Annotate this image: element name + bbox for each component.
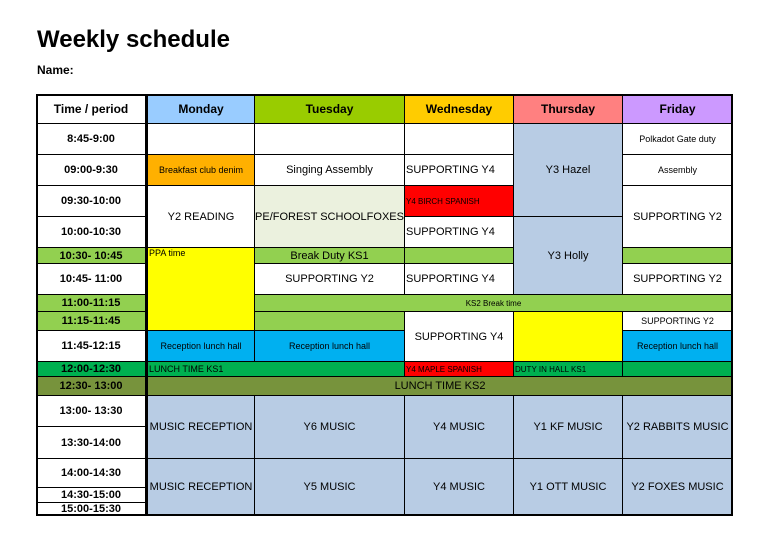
lunch-time-ks1: LUNCH TIME KS1 <box>145 361 405 377</box>
thursday-music-1: Y1 KF MUSIC <box>513 395 623 459</box>
time-cell: 11:00-11:15 <box>36 294 146 312</box>
time-cell: 09:00-9:30 <box>36 154 146 186</box>
time-cell: 11:15-11:45 <box>36 311 146 331</box>
monday-music-2: MUSIC RECEPTION <box>145 458 255 516</box>
time-cell: 12:30- 13:00 <box>36 376 146 396</box>
lunch-time-ks2: LUNCH TIME KS2 <box>145 376 733 396</box>
thursday-yellow <box>513 311 623 362</box>
tuesday-green <box>254 311 405 331</box>
header-time: Time / period <box>36 94 146 124</box>
friday-supporting-y2: SUPPORTING Y2 <box>622 185 733 248</box>
name-label: Name: <box>37 63 74 77</box>
friday-music-2: Y2 FOXES MUSIC <box>622 458 733 516</box>
wednesday-supporting-y4: SUPPORTING Y4 <box>404 311 514 362</box>
ks2-break-time: KS2 Break time <box>254 294 733 312</box>
tuesday-empty <box>254 123 405 155</box>
friday-supporting-y2: SUPPORTING Y2 <box>622 311 733 331</box>
thursday-duty-hall: DUTY IN HALL KS1 <box>513 361 623 377</box>
thursday-y3-holly: Y3 Holly <box>513 216 623 295</box>
tuesday-break-duty: Break Duty KS1 <box>254 247 405 264</box>
thursday-music-2: Y1 OTT MUSIC <box>513 458 623 516</box>
wednesday-music-1: Y4 MUSIC <box>404 395 514 459</box>
time-cell: 10:30- 10:45 <box>36 247 146 264</box>
friday-supporting-y2: SUPPORTING Y2 <box>622 263 733 295</box>
wednesday-music-2: Y4 MUSIC <box>404 458 514 516</box>
wednesday-supporting-y4: SUPPORTING Y4 <box>404 154 514 186</box>
wednesday-empty <box>404 123 514 155</box>
wednesday-green <box>404 247 514 264</box>
header-friday: Friday <box>622 94 733 124</box>
tuesday-singing: Singing Assembly <box>254 154 405 186</box>
tuesday-reception: Reception lunch hall <box>254 330 405 362</box>
time-cell: 14:00-14:30 <box>36 458 146 488</box>
time-cell: 12:00-12:30 <box>36 361 146 377</box>
friday-assembly: Assembly <box>622 154 733 186</box>
wednesday-maple-spanish: Y4 MAPLE SPANISH <box>404 361 514 377</box>
monday-y2-reading: Y2 READING <box>145 185 255 248</box>
time-cell: 14:30-15:00 <box>36 487 146 503</box>
tuesday-music-2: Y5 MUSIC <box>254 458 405 516</box>
tuesday-music-1: Y6 MUSIC <box>254 395 405 459</box>
monday-music-1: MUSIC RECEPTION <box>145 395 255 459</box>
header-wednesday: Wednesday <box>404 94 514 124</box>
monday-reception: Reception lunch hall <box>145 330 255 362</box>
header-tuesday: Tuesday <box>254 94 405 124</box>
time-cell: 09:30-10:00 <box>36 185 146 217</box>
tuesday-supporting-y2: SUPPORTING Y2 <box>254 263 405 295</box>
tuesday-pe-forest: PE/FOREST SCHOOLFOXES <box>254 185 405 248</box>
time-cell: 10:45- 11:00 <box>36 263 146 295</box>
monday-breakfast: Breakfast club denim <box>145 154 255 186</box>
wednesday-supporting-y4: SUPPORTING Y4 <box>404 263 514 295</box>
wednesday-birch-spanish: Y4 BIRCH SPANISH <box>404 185 514 217</box>
monday-empty <box>145 123 255 155</box>
thursday-y3-hazel: Y3 Hazel <box>513 123 623 217</box>
time-cell: 10:00-10:30 <box>36 216 146 248</box>
page-title: Weekly schedule <box>37 26 230 53</box>
friday-music-1: Y2 RABBITS MUSIC <box>622 395 733 459</box>
time-cell: 13:30-14:00 <box>36 426 146 459</box>
friday-lunch-green <box>622 361 733 377</box>
wednesday-supporting-y4: SUPPORTING Y4 <box>404 216 514 248</box>
time-cell: 13:00- 13:30 <box>36 395 146 427</box>
time-cell: 11:45-12:15 <box>36 330 146 362</box>
time-cell: 15:00-15:30 <box>36 502 146 516</box>
monday-ppa: PPA time <box>145 247 255 331</box>
friday-polkadot: Polkadot Gate duty <box>622 123 733 155</box>
header-monday: Monday <box>145 94 255 124</box>
friday-reception: Reception lunch hall <box>622 330 733 362</box>
friday-green <box>622 247 733 264</box>
time-cell: 8:45-9:00 <box>36 123 146 155</box>
header-thursday: Thursday <box>513 94 623 124</box>
